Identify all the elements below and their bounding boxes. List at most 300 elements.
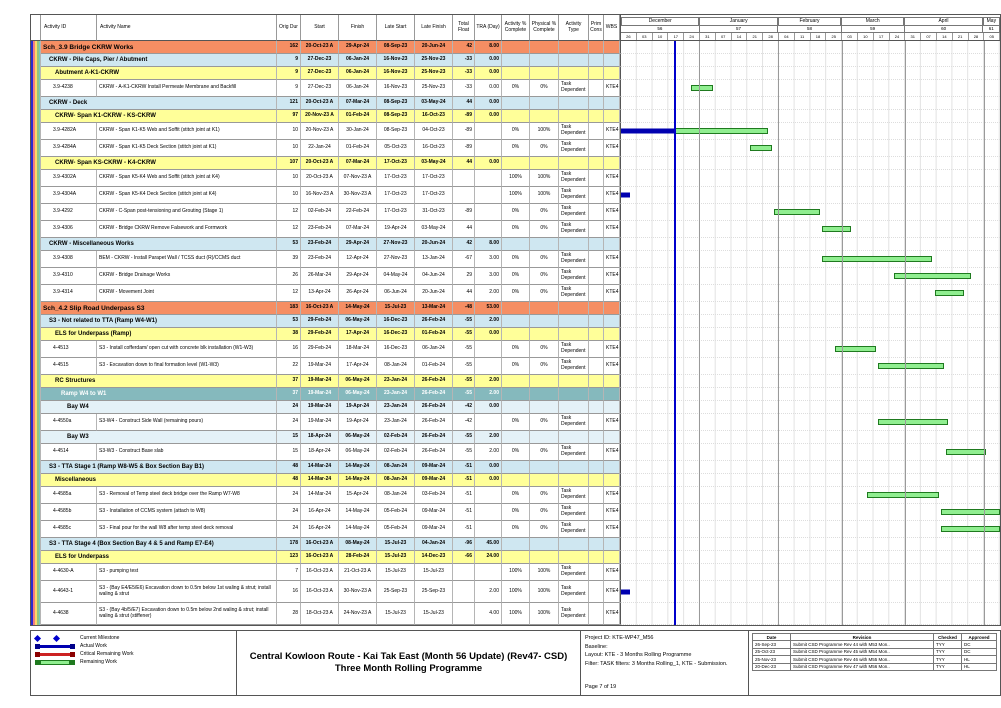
table-row[interactable]	[31, 157, 1000, 170]
column-header-name[interactable]: Activity Name	[97, 15, 277, 41]
late-finish-date: 15-Jul-23	[415, 564, 453, 581]
prim-cons	[589, 461, 604, 474]
activity-name: CKRW - Bridge Drainage Works	[97, 268, 277, 285]
finish-date: 06-Jan-24	[339, 67, 377, 80]
column-header-tra[interactable]: TRA (Day)	[475, 15, 502, 41]
revision-col-header: Checked	[934, 634, 962, 641]
legend-item	[35, 642, 232, 650]
start-date: 16-Oct-23 A	[301, 302, 339, 315]
revision-block	[749, 631, 1000, 695]
revision-cell: DC	[962, 649, 996, 656]
timeline-header	[620, 15, 1000, 41]
table-row[interactable]	[31, 251, 1000, 268]
wbs-color-band	[31, 123, 41, 140]
activity-id: 3.9-4302A	[41, 170, 97, 187]
timeline-week: 24	[684, 33, 700, 40]
activity-type	[559, 431, 589, 444]
timeline-week: 03	[637, 33, 653, 40]
activity-pct	[502, 315, 530, 328]
table-row[interactable]	[31, 110, 1000, 123]
wbs	[604, 157, 620, 170]
wbs: KTE4	[604, 414, 620, 431]
timeline-weeks-row	[621, 33, 1000, 40]
activity-type: Task Dependent	[559, 170, 589, 187]
prim-cons	[589, 551, 604, 564]
physical-pct	[530, 54, 559, 67]
column-header-id[interactable]: Activity ID	[41, 15, 97, 41]
grid-body	[31, 41, 1000, 625]
wbs	[604, 388, 620, 401]
total-float	[453, 564, 475, 581]
gantt-bar-remaining[interactable]	[941, 509, 1000, 515]
prim-cons	[589, 388, 604, 401]
physical-pct	[530, 41, 559, 54]
activity-pct	[502, 54, 530, 67]
prim-cons	[589, 268, 604, 285]
finish-date: 19-Apr-24	[339, 414, 377, 431]
wbs	[604, 461, 620, 474]
late-start-date: 23-Jan-24	[377, 401, 415, 414]
column-header-float[interactable]: Total Float	[453, 15, 475, 41]
table-row[interactable]	[31, 581, 1000, 603]
wbs	[604, 54, 620, 67]
legend-label: Remaining Work	[80, 659, 117, 665]
summary-name: S3 - TTA Stage 1 (Ramp W8-W5 & Box Section Bay B1)	[41, 461, 277, 474]
gantt-bar-remaining[interactable]	[835, 346, 876, 352]
gantt-bar-remaining[interactable]	[822, 226, 851, 232]
start-date: 20-Oct-23 A	[301, 41, 339, 54]
orig-dur: 10	[277, 170, 301, 187]
report-info	[581, 631, 749, 695]
legend-item	[35, 650, 232, 658]
start-date: 14-Mar-24	[301, 474, 339, 487]
column-header-dur[interactable]: Orig Dur	[277, 15, 301, 41]
activity-name: S3 - (Bay 4b/5/E7) Excavation down to 0.5m below 2nd waling & strut; install waling & strut (stiffener)	[97, 603, 277, 625]
table-row[interactable]	[31, 474, 1000, 487]
activity-pct	[502, 110, 530, 123]
summary-name: RC Structures	[41, 375, 277, 388]
wbs: KTE4	[604, 504, 620, 521]
activity-id: 4-4550a	[41, 414, 97, 431]
activity-type	[559, 401, 589, 414]
activity-pct	[502, 302, 530, 315]
table-row[interactable]	[31, 461, 1000, 474]
timeline-week: 07	[921, 33, 937, 40]
late-start-date: 15-Jul-23	[377, 302, 415, 315]
activity-id: 4-4630-A	[41, 564, 97, 581]
wbs	[604, 538, 620, 551]
table-row[interactable]	[31, 170, 1000, 187]
wbs: KTE4	[604, 80, 620, 97]
tra-days: 0.00	[475, 461, 502, 474]
activity-name: CKRW - Span K1-K5 Deck Section (stitch joint at K1)	[97, 140, 277, 157]
orig-dur: 9	[277, 67, 301, 80]
orig-dur: 22	[277, 358, 301, 375]
activity-name: S3-W4 - Construct Side Wall (remaining pours)	[97, 414, 277, 431]
table-row[interactable]	[31, 187, 1000, 204]
column-header-type[interactable]: Activity Type	[559, 15, 589, 41]
late-finish-date: 26-Feb-24	[415, 401, 453, 414]
table-row[interactable]	[31, 54, 1000, 67]
gantt-bar-actual[interactable]	[621, 589, 630, 594]
finish-date: 06-Jan-24	[339, 80, 377, 97]
table-row[interactable]	[31, 302, 1000, 315]
prim-cons	[589, 444, 604, 461]
activity-pct: 0%	[502, 504, 530, 521]
start-date: 19-Mar-24	[301, 358, 339, 375]
table-row[interactable]	[31, 315, 1000, 328]
table-row[interactable]	[31, 140, 1000, 157]
timeline-week: 10	[858, 33, 874, 40]
legend-critical-icon	[35, 652, 75, 657]
finish-date: 29-Apr-24	[339, 238, 377, 251]
start-date: 16-Apr-24	[301, 504, 339, 521]
timeline-week: 03	[842, 33, 858, 40]
wbs-color-band	[31, 187, 41, 204]
timeline-week: 25	[826, 33, 842, 40]
orig-dur: 12	[277, 204, 301, 221]
orig-dur: 10	[277, 187, 301, 204]
late-start-date: 23-Jan-24	[377, 414, 415, 431]
bar-end-icon	[70, 660, 75, 665]
start-date: 20-Oct-23 A	[301, 157, 339, 170]
table-row[interactable]	[31, 41, 1000, 54]
legend-label: Critical Remaining Work	[80, 651, 134, 657]
gantt-bar-remaining[interactable]	[867, 492, 939, 498]
gantt-bar-remaining[interactable]	[822, 256, 933, 262]
table-row[interactable]	[31, 375, 1000, 388]
late-start-date: 02-Feb-24	[377, 431, 415, 444]
wbs: KTE4	[604, 603, 620, 625]
late-start-date: 05-Feb-24	[377, 504, 415, 521]
table-row[interactable]	[31, 504, 1000, 521]
gantt-lane	[620, 328, 1000, 341]
table-row[interactable]	[31, 538, 1000, 551]
late-start-date: 16-Nov-23	[377, 80, 415, 97]
table-row[interactable]	[31, 238, 1000, 251]
column-header-phys_pct[interactable]: Physical % Complete	[530, 15, 559, 41]
prim-cons	[589, 538, 604, 551]
late-start-date: 08-Sep-23	[377, 123, 415, 140]
table-row[interactable]	[31, 328, 1000, 341]
total-float: -89	[453, 140, 475, 157]
wbs-color-band	[31, 401, 41, 414]
tra-days	[475, 187, 502, 204]
activity-pct	[502, 538, 530, 551]
wbs	[604, 551, 620, 564]
total-float: 44	[453, 157, 475, 170]
activity-pct	[502, 238, 530, 251]
activity-name: CKRW - C-Span post-tensioning and Grouting (Stage 1)	[97, 204, 277, 221]
timeline-week: 26	[621, 33, 637, 40]
revision-col-header: Date	[753, 634, 791, 641]
table-row[interactable]	[31, 268, 1000, 285]
physical-pct	[530, 110, 559, 123]
gantt-lane	[620, 67, 1000, 80]
orig-dur: 24	[277, 414, 301, 431]
table-row[interactable]	[31, 123, 1000, 140]
late-finish-date: 03-May-24	[415, 157, 453, 170]
wbs-color-band	[31, 328, 41, 341]
tra-days: 24.00	[475, 551, 502, 564]
orig-dur: 12	[277, 285, 301, 302]
column-header-start[interactable]: Start	[301, 15, 339, 41]
timeline-week: 17	[668, 33, 684, 40]
finish-date: 26-Apr-24	[339, 285, 377, 302]
prim-cons	[589, 315, 604, 328]
tra-days	[475, 221, 502, 238]
physical-pct: 0%	[530, 504, 559, 521]
table-row[interactable]	[31, 358, 1000, 375]
orig-dur: 12	[277, 221, 301, 238]
activity-name: S3 - Removal of Temp steel deck bridge over the Ramp W7-W8	[97, 487, 277, 504]
start-date: 18-Apr-24	[301, 444, 339, 461]
physical-pct	[530, 238, 559, 251]
gantt-bar-actual[interactable]	[621, 129, 675, 134]
wbs-color-band	[31, 238, 41, 251]
gantt-lane	[620, 414, 1000, 431]
gantt-bar-remaining[interactable]	[894, 273, 971, 279]
wbs: KTE4	[604, 444, 620, 461]
gantt-lane	[620, 157, 1000, 170]
column-header-wbs[interactable]: WBS	[604, 15, 620, 41]
activity-pct	[502, 474, 530, 487]
late-finish-date: 17-Oct-23	[415, 170, 453, 187]
prim-cons	[589, 521, 604, 538]
table-row[interactable]	[31, 551, 1000, 564]
column-header-finish[interactable]: Finish	[339, 15, 377, 41]
gantt-bar-remaining[interactable]	[946, 449, 987, 455]
bar-end-icon	[70, 652, 75, 657]
physical-pct: 0%	[530, 521, 559, 538]
wbs-color-band	[31, 474, 41, 487]
wbs-color-band	[31, 388, 41, 401]
revision-cell: TYY	[934, 656, 962, 663]
prim-cons	[589, 238, 604, 251]
late-finish-date: 16-Oct-23	[415, 140, 453, 157]
report-info-line: Project ID: KTE-WP47_M56	[585, 635, 654, 641]
activity-id: 3.9-4310	[41, 268, 97, 285]
gantt-lane	[620, 474, 1000, 487]
late-finish-date: 17-Oct-23	[415, 187, 453, 204]
activity-pct: 0%	[502, 358, 530, 375]
wbs-color-band	[31, 603, 41, 625]
timeline-week: 21	[953, 33, 969, 40]
start-date: 27-Dec-23	[301, 54, 339, 67]
activity-type: Task Dependent	[559, 80, 589, 97]
physical-pct: 100%	[530, 581, 559, 603]
activity-pct: 0%	[502, 123, 530, 140]
late-start-date: 08-Jan-24	[377, 474, 415, 487]
wbs	[604, 375, 620, 388]
summary-name: CKRW - Miscellaneous Works	[41, 238, 277, 251]
table-row[interactable]	[31, 204, 1000, 221]
tra-days: 4.00	[475, 603, 502, 625]
table-row[interactable]	[31, 431, 1000, 444]
prim-cons	[589, 431, 604, 444]
gantt-lane	[620, 251, 1000, 268]
activity-name: S3 - Install cofferdam/ open cut with concrete blk installation (W1-W3)	[97, 341, 277, 358]
table-row[interactable]	[31, 388, 1000, 401]
prim-cons	[589, 67, 604, 80]
timeline-week: 17	[874, 33, 890, 40]
physical-pct: 0%	[530, 444, 559, 461]
table-row[interactable]	[31, 80, 1000, 97]
footer-block	[30, 630, 1001, 696]
timeline-week: 14	[732, 33, 748, 40]
activity-type	[559, 461, 589, 474]
tra-days	[475, 341, 502, 358]
finish-date: 07-Nov-23 A	[339, 170, 377, 187]
revision-cell: Submit CSD Programme Rev 45 with M54 Mon..	[791, 649, 934, 656]
wbs-color-band	[31, 431, 41, 444]
prim-cons	[589, 504, 604, 521]
late-start-date: 17-Oct-23	[377, 157, 415, 170]
gantt-bar-actual[interactable]	[621, 193, 630, 198]
bar-line-icon	[40, 660, 70, 665]
gantt-bar-remaining[interactable]	[941, 526, 1000, 532]
activity-type: Task Dependent	[559, 487, 589, 504]
revision-cell: HL	[962, 664, 996, 671]
table-row[interactable]	[31, 67, 1000, 80]
activity-pct: 0%	[502, 444, 530, 461]
table-row[interactable]	[31, 564, 1000, 581]
gantt-bar-remaining[interactable]	[750, 145, 773, 151]
orig-dur: 37	[277, 388, 301, 401]
summary-name: CKRW - Pile Caps, Pier / Abutment	[41, 54, 277, 67]
gantt-bar-remaining[interactable]	[691, 85, 714, 91]
tra-days: 0.00	[475, 97, 502, 110]
prim-cons	[589, 474, 604, 487]
timeline-week: 18	[811, 33, 827, 40]
tra-days: 2.00	[475, 431, 502, 444]
total-float: -55	[453, 341, 475, 358]
finish-date: 29-Apr-24	[339, 41, 377, 54]
prim-cons	[589, 41, 604, 54]
tra-days: 8.00	[475, 238, 502, 251]
page-number: Page 7 of 19	[585, 684, 617, 690]
late-start-date: 27-Nov-23	[377, 238, 415, 251]
late-finish-date: 14-Dec-23	[415, 551, 453, 564]
table-row[interactable]	[31, 414, 1000, 431]
wbs-color-band	[31, 487, 41, 504]
report-title-line1: Central Kowloon Route - Kai Tak East (Month 56 Update) (Rev47- CSD)	[249, 650, 568, 662]
tra-days: 0.00	[475, 157, 502, 170]
late-start-date: 02-Feb-24	[377, 444, 415, 461]
summary-name: Sch_3.9 Bridge CKRW Works	[41, 41, 277, 54]
table-row[interactable]	[31, 401, 1000, 414]
late-start-date: 17-Oct-23	[377, 204, 415, 221]
gantt-bar-remaining[interactable]	[878, 363, 943, 369]
activity-type: Task Dependent	[559, 504, 589, 521]
table-row[interactable]	[31, 444, 1000, 461]
table-row[interactable]	[31, 521, 1000, 538]
wbs: KTE4	[604, 187, 620, 204]
gantt-bar-remaining[interactable]	[878, 419, 948, 425]
activity-id: 4-4643-1	[41, 581, 97, 603]
activity-id: 4-4585a	[41, 487, 97, 504]
prim-cons	[589, 97, 604, 110]
finish-date: 15-Apr-24	[339, 487, 377, 504]
column-header-late_start[interactable]: Late Start	[377, 15, 415, 41]
wbs-color-band	[31, 564, 41, 581]
activity-name: CKRW - Span K1-K5 Web and Soffit (stitch joint at K1)	[97, 123, 277, 140]
late-start-date: 25-Sep-23	[377, 581, 415, 603]
wbs: KTE4	[604, 285, 620, 302]
revision-cell: TYY	[934, 664, 962, 671]
column-header-act_pct[interactable]: Activity % Complete	[502, 15, 530, 41]
gantt-bar-remaining[interactable]	[935, 290, 964, 296]
activity-id: 4-4585b	[41, 504, 97, 521]
activity-type: Task Dependent	[559, 341, 589, 358]
revision-cell: 25-Oct-23	[753, 649, 791, 656]
start-date: 26-Mar-24	[301, 268, 339, 285]
late-start-date: 15-Jul-23	[377, 564, 415, 581]
late-start-date: 15-Jul-23	[377, 551, 415, 564]
total-float: -55	[453, 328, 475, 341]
physical-pct	[530, 474, 559, 487]
late-start-date: 08-Sep-23	[377, 97, 415, 110]
wbs	[604, 401, 620, 414]
late-finish-date: 25-Nov-23	[415, 80, 453, 97]
wbs: KTE4	[604, 221, 620, 238]
gantt-lane	[620, 80, 1000, 97]
orig-dur: 24	[277, 504, 301, 521]
tra-days	[475, 204, 502, 221]
timeline-period: 57	[700, 26, 779, 33]
finish-date: 01-Feb-24	[339, 140, 377, 157]
start-date: 22-Jan-24	[301, 140, 339, 157]
table-row[interactable]	[31, 285, 1000, 302]
report-info-line: Filter: TASK filters: 3 Months Rolling_1, KTE - Submission.	[585, 660, 728, 667]
finish-date: 30-Nov-23 A	[339, 187, 377, 204]
orig-dur: 123	[277, 551, 301, 564]
summary-name: CKRW- Span KS-CKRW - K4-CKRW	[41, 157, 277, 170]
finish-date: 07-Mar-24	[339, 157, 377, 170]
activity-type: Task Dependent	[559, 358, 589, 375]
gantt-bar-remaining[interactable]	[675, 128, 767, 134]
start-date: 18-Apr-24	[301, 431, 339, 444]
table-row[interactable]	[31, 221, 1000, 238]
table-row[interactable]	[31, 487, 1000, 504]
activity-pct	[502, 551, 530, 564]
table-row[interactable]	[31, 341, 1000, 358]
total-float	[453, 603, 475, 625]
column-header-late_finish[interactable]: Late Finish	[415, 15, 453, 41]
activity-pct: 100%	[502, 564, 530, 581]
total-float: -33	[453, 54, 475, 67]
late-finish-date: 16-Oct-23	[415, 110, 453, 123]
table-row[interactable]	[31, 603, 1000, 625]
legend-item	[35, 658, 232, 666]
timeline-week: 07	[716, 33, 732, 40]
prim-cons	[589, 80, 604, 97]
start-date: 27-Dec-23	[301, 80, 339, 97]
total-float: -51	[453, 461, 475, 474]
prim-cons	[589, 375, 604, 388]
wbs-color-band	[31, 97, 41, 110]
start-date: 29-Feb-24	[301, 341, 339, 358]
gantt-bar-remaining[interactable]	[774, 209, 819, 215]
column-header-prim[interactable]: Prim Cons	[589, 15, 604, 41]
table-row[interactable]	[31, 97, 1000, 110]
tra-days: 0.00	[475, 80, 502, 97]
tra-days	[475, 487, 502, 504]
gantt-lane	[620, 401, 1000, 414]
tra-days: 3.00	[475, 251, 502, 268]
prim-cons	[589, 110, 604, 123]
late-start-date: 08-Jan-24	[377, 487, 415, 504]
